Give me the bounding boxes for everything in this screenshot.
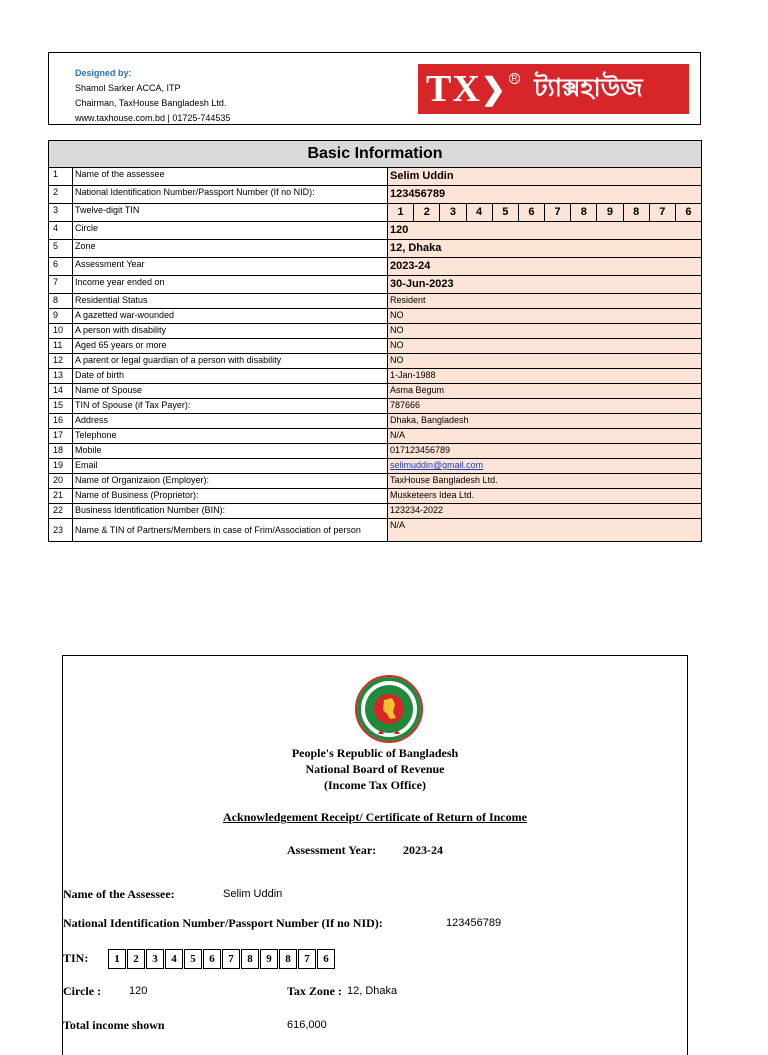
row-number: 21 (49, 489, 73, 504)
table-row (49, 474, 702, 489)
table-row (49, 324, 702, 339)
row-label: Telephone (73, 429, 388, 444)
row-value: TaxHouse Bangladesh Ltd. (388, 474, 702, 489)
row-label: Name of Spouse (73, 384, 388, 399)
row-value: 120 (388, 222, 702, 240)
circle-label: Circle : (63, 984, 102, 998)
tin-box: 7 (222, 949, 240, 969)
tin-box: 6 (203, 949, 221, 969)
row-label: A parent or legal guardian of a person with disability (73, 354, 388, 369)
row-value: 123456789 (388, 186, 702, 204)
row-value: Musketeers Idea Ltd. (388, 489, 702, 504)
row-number: 9 (49, 309, 73, 324)
row-number: 2 (49, 186, 73, 204)
row-value: Resident (388, 294, 702, 309)
table-title: Basic Information (49, 141, 702, 168)
assessment-year-label: Assessment Year: (287, 843, 377, 857)
row-label: Circle (73, 222, 388, 240)
government-seal-icon (354, 674, 424, 744)
tax-zone-label: Tax Zone : (287, 984, 342, 998)
tin-box: 4 (165, 949, 183, 969)
tin-digit: 4 (466, 204, 492, 221)
assessment-year-value: 2023-24 (403, 843, 443, 857)
logo-bengali-text: ট্যাক্সহাউজ (533, 73, 643, 102)
row-value: 787666 (388, 399, 702, 414)
tin-digit: 8 (623, 204, 649, 221)
table-row (49, 399, 702, 414)
circle-value: 120 (129, 985, 148, 997)
tin-box: 9 (260, 949, 278, 969)
designer-header (48, 52, 701, 125)
tin-digit: 9 (596, 204, 622, 221)
row-number: 19 (49, 459, 73, 474)
row-number: 20 (49, 474, 73, 489)
row-label: Name of Business (Proprietor): (73, 489, 388, 504)
row-value: 30-Jun-2023 (388, 276, 702, 294)
table-row (49, 354, 702, 369)
row-label: Twelve-digit TIN (73, 204, 388, 222)
row-label: Name of Organizaion (Employer): (73, 474, 388, 489)
tin-box: 2 (127, 949, 145, 969)
table-row (49, 168, 702, 186)
row-value: N/A (388, 519, 702, 542)
row-number: 5 (49, 240, 73, 258)
tin-digit: 7 (544, 204, 570, 221)
logo-mark: TX (426, 68, 481, 110)
row-label: Mobile (73, 444, 388, 459)
designer-info (75, 66, 230, 126)
tin-label: TIN: (63, 951, 89, 965)
row-label: Address (73, 414, 388, 429)
designer-contact: www.taxhouse.com.bd | 01725-744535 (75, 113, 231, 123)
row-number: 14 (49, 384, 73, 399)
email-link[interactable]: selimuddin@gmail.com (390, 460, 484, 470)
row-label: A person with disability (73, 324, 388, 339)
table-row (49, 384, 702, 399)
row-number: 11 (49, 339, 73, 354)
tin-box: 7 (298, 949, 316, 969)
row-value: 123234-2022 (388, 504, 702, 519)
row-value (388, 459, 702, 474)
tin-box: 8 (241, 949, 259, 969)
row-label: Email (73, 459, 388, 474)
table-row (49, 240, 702, 258)
table-row (49, 186, 702, 204)
tax-zone-value: 12, Dhaka (347, 985, 398, 997)
tin-box: 5 (184, 949, 202, 969)
row-value: NO (388, 309, 702, 324)
tin-digit: 6 (518, 204, 544, 221)
row-number: 12 (49, 354, 73, 369)
tin-digit: 5 (492, 204, 518, 221)
row-label: National Identification Number/Passport Number (If no NID): (73, 186, 388, 204)
tin-digit: 2 (413, 204, 439, 221)
cert-line-nbr: National Board of Revenue (305, 762, 445, 776)
basic-information-table (48, 140, 702, 542)
table-row (49, 339, 702, 354)
row-value: NO (388, 339, 702, 354)
designed-by-label: Designed by: (75, 68, 132, 78)
table-row (49, 222, 702, 240)
tin-box: 1 (108, 949, 126, 969)
tin-digit: 1 (397, 206, 404, 218)
row-value: 2023-24 (388, 258, 702, 276)
row-number: 13 (49, 369, 73, 384)
tin-digit: 7 (649, 204, 675, 221)
taxhouse-logo (418, 64, 689, 114)
tin-digit: 6 (675, 204, 701, 221)
table-row (49, 504, 702, 519)
cert-heading: Acknowledgement Receipt/ Certificate of Return of Income (223, 810, 527, 824)
row-number: 10 (49, 324, 73, 339)
row-label: Date of birth (73, 369, 388, 384)
row-number: 3 (49, 204, 73, 222)
row-label: A gazetted war-wounded (73, 309, 388, 324)
row-label: TIN of Spouse (if Tax Payer): (73, 399, 388, 414)
row-number: 22 (49, 504, 73, 519)
designer-name: Shamol Sarker ACCA, ITP (75, 83, 181, 93)
tin-box: 8 (279, 949, 297, 969)
total-income-label: Total income shown (63, 1018, 165, 1032)
logo-arrow-icon: ❯ (480, 72, 507, 106)
row-value: 017123456789 (388, 444, 702, 459)
table-row (49, 519, 702, 542)
total-income-value: 616,000 (287, 1019, 327, 1031)
tin-digit: 8 (570, 204, 596, 221)
nid-label: National Identification Number/Passport Number (If no NID): (63, 916, 383, 930)
row-label: Assessment Year (73, 258, 388, 276)
row-number: 17 (49, 429, 73, 444)
cert-line-office: (Income Tax Office) (324, 778, 426, 792)
row-label: Zone (73, 240, 388, 258)
row-label: Residential Status (73, 294, 388, 309)
table-row (49, 489, 702, 504)
designer-title: Chairman, TaxHouse Bangladesh Ltd. (75, 98, 227, 108)
row-number: 4 (49, 222, 73, 240)
tin-boxes (107, 949, 335, 969)
table-row (49, 459, 702, 474)
table-row (49, 204, 702, 222)
table-row (49, 258, 702, 276)
tin-digit: 3 (439, 204, 465, 221)
row-number: 7 (49, 276, 73, 294)
row-value: NO (388, 324, 702, 339)
row-value: Dhaka, Bangladesh (388, 414, 702, 429)
row-label: Income year ended on (73, 276, 388, 294)
assessee-name-value: Selim Uddin (223, 888, 283, 900)
row-number: 18 (49, 444, 73, 459)
row-value: NO (388, 354, 702, 369)
row-number: 16 (49, 414, 73, 429)
row-label: Name of the assessee (73, 168, 388, 186)
acknowledgement-certificate (62, 655, 688, 1055)
table-row (49, 444, 702, 459)
table-row (49, 429, 702, 444)
row-value: 1-Jan-1988 (388, 369, 702, 384)
tin-box: 6 (317, 949, 335, 969)
table-row (49, 276, 702, 294)
registered-icon: R (509, 73, 520, 84)
table-row (49, 369, 702, 384)
row-number: 15 (49, 399, 73, 414)
row-label: Business Identification Number (BIN): (73, 504, 388, 519)
table-row (49, 309, 702, 324)
assessee-name-label: Name of the Assessee: (63, 887, 175, 901)
nid-value: 123456789 (446, 917, 502, 929)
row-value: Selim Uddin (388, 168, 702, 186)
row-value (388, 204, 702, 222)
row-number: 6 (49, 258, 73, 276)
row-number: 1 (49, 168, 73, 186)
cert-line-republic: People's Republic of Bangladesh (291, 746, 459, 760)
row-number: 8 (49, 294, 73, 309)
row-value: Asma Begum (388, 384, 702, 399)
row-label: Aged 65 years or more (73, 339, 388, 354)
row-value: 12, Dhaka (388, 240, 702, 258)
tin-box: 3 (146, 949, 164, 969)
row-number: 23 (49, 519, 73, 542)
row-value: N/A (388, 429, 702, 444)
table-row (49, 414, 702, 429)
row-label: Name & TIN of Partners/Members in case of Frim/Association of person (73, 519, 388, 542)
table-row (49, 294, 702, 309)
tin-digits (388, 204, 701, 221)
